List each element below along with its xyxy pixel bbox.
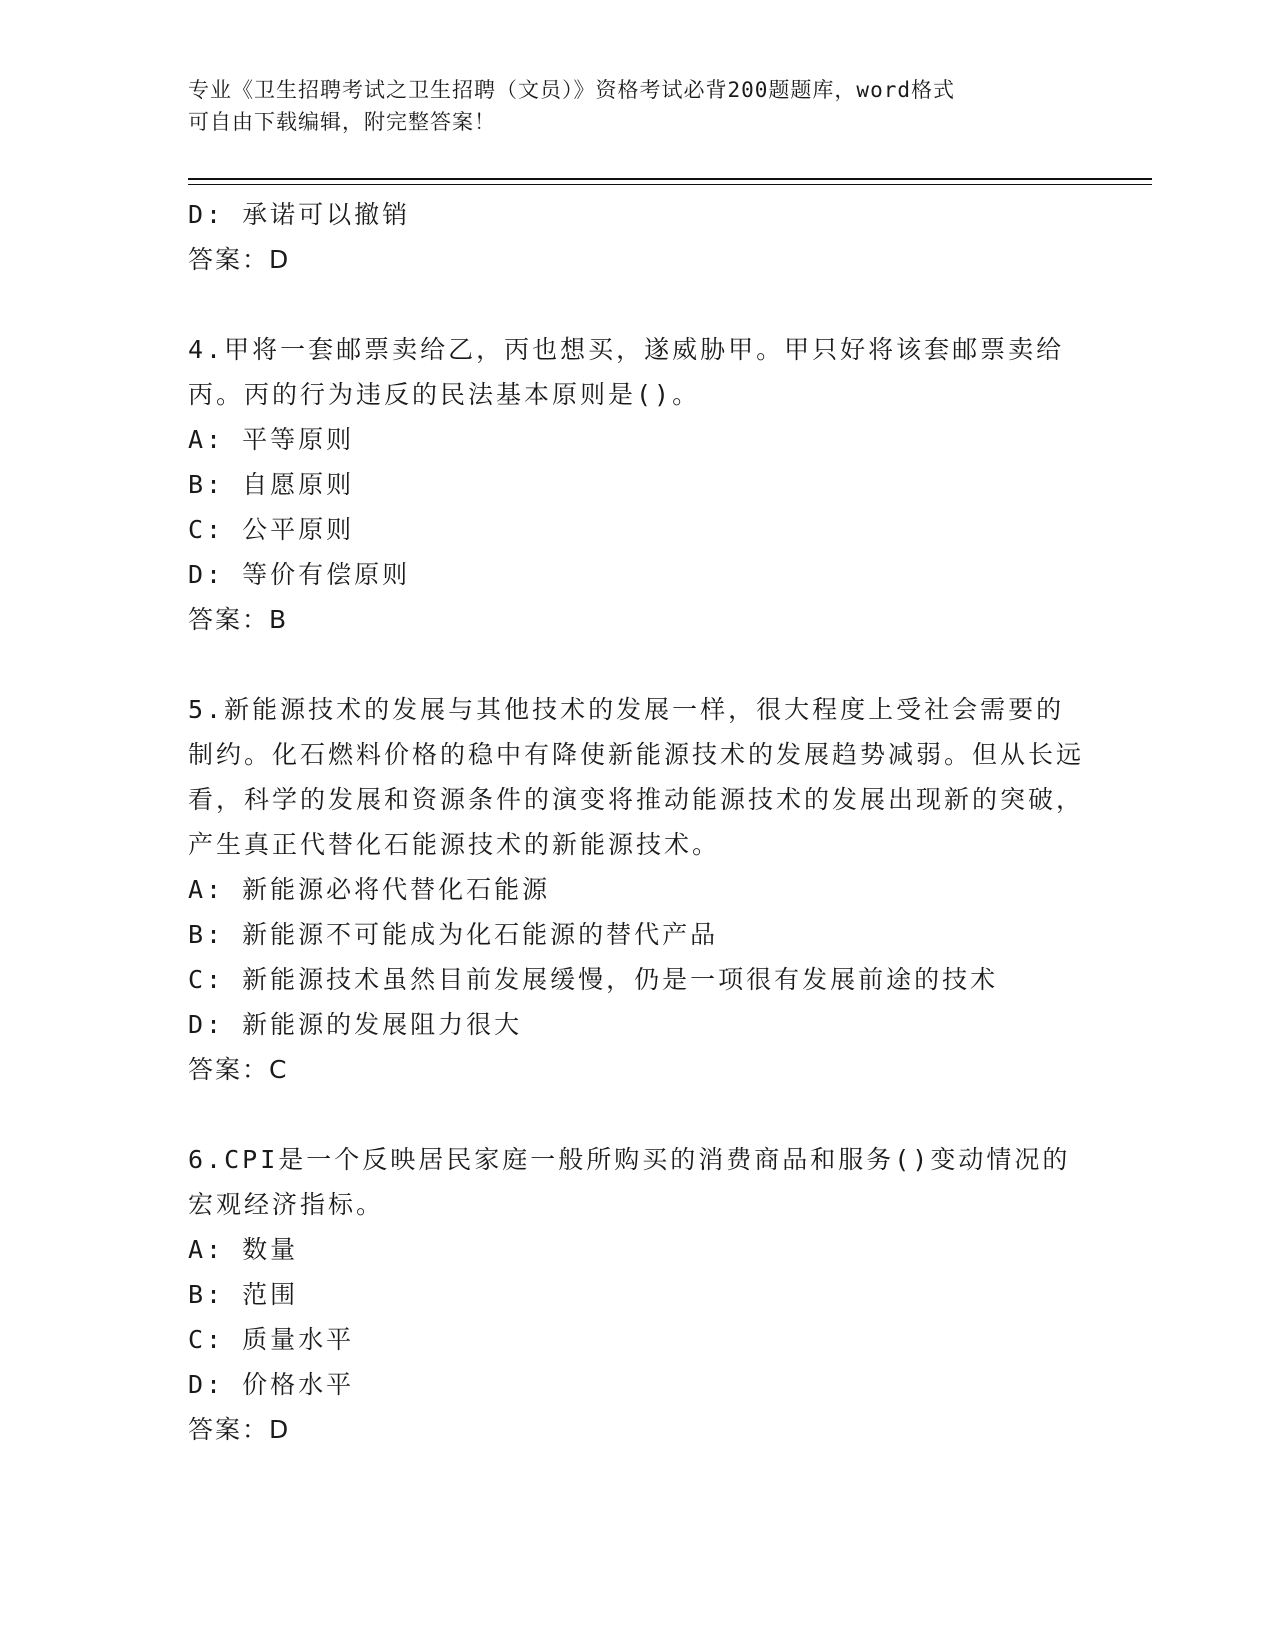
option-a: A: 新能源必将代替化石能源 xyxy=(188,875,551,904)
header-line-2: 可自由下载编辑，附完整答案！ xyxy=(188,110,496,134)
option-c: C: 公平原则 xyxy=(188,515,355,544)
question-text: 5.新能源技术的发展与其他技术的发展一样，很大程度上受社会需要的制约。化石燃料价格的稳中有降使新能源技术的发展趋势减弱。但从长远看，科学的发展和资源条件的演变将推动能源技术的发展出现新的突破，产生真正代替化石能源技术的新能源技术。 xyxy=(188,695,1085,859)
question-text: 6.CPI是一个反映居民家庭一般所购买的消费商品和服务()变动情况的宏观经济指标。 xyxy=(188,1145,1071,1219)
question-text: 4.甲将一套邮票卖给乙，丙也想买，遂威胁甲。甲只好将该套邮票卖给丙。丙的行为违反的民法基本原则是()。 xyxy=(188,335,1065,409)
answer-line: 答案：D xyxy=(188,1415,291,1444)
option-a: A: 数量 xyxy=(188,1235,299,1264)
header-line-1: 专业《卫生招聘考试之卫生招聘（文员）》资格考试必背200题题库，word格式 xyxy=(188,78,955,102)
option-d: D: 等价有偿原则 xyxy=(188,560,411,589)
option-d: D: 价格水平 xyxy=(188,1370,355,1399)
option-c: C: 新能源技术虽然目前发展缓慢，仍是一项很有发展前途的技术 xyxy=(188,965,999,994)
question-4 xyxy=(188,327,1088,642)
option-b: B: 自愿原则 xyxy=(188,470,355,499)
previous-question-fragment xyxy=(188,192,1088,282)
document-header xyxy=(188,74,1068,138)
option-c: C: 质量水平 xyxy=(188,1325,355,1354)
header-divider-thin xyxy=(188,184,1152,185)
option-d: D: 新能源的发展阻力很大 xyxy=(188,1010,523,1039)
option-a: A: 平等原则 xyxy=(188,425,355,454)
option-b: B: 范围 xyxy=(188,1280,299,1309)
answer-line: 答案：D xyxy=(188,245,291,274)
option-b: B: 新能源不可能成为化石能源的替代产品 xyxy=(188,920,719,949)
answer-line: 答案：C xyxy=(188,1055,289,1084)
answer-line: 答案：B xyxy=(188,605,289,634)
question-5 xyxy=(188,687,1088,1092)
option-d: D: 承诺可以撤销 xyxy=(188,200,411,229)
question-list xyxy=(188,192,1088,1452)
question-6 xyxy=(188,1137,1088,1452)
header-divider xyxy=(188,178,1152,180)
